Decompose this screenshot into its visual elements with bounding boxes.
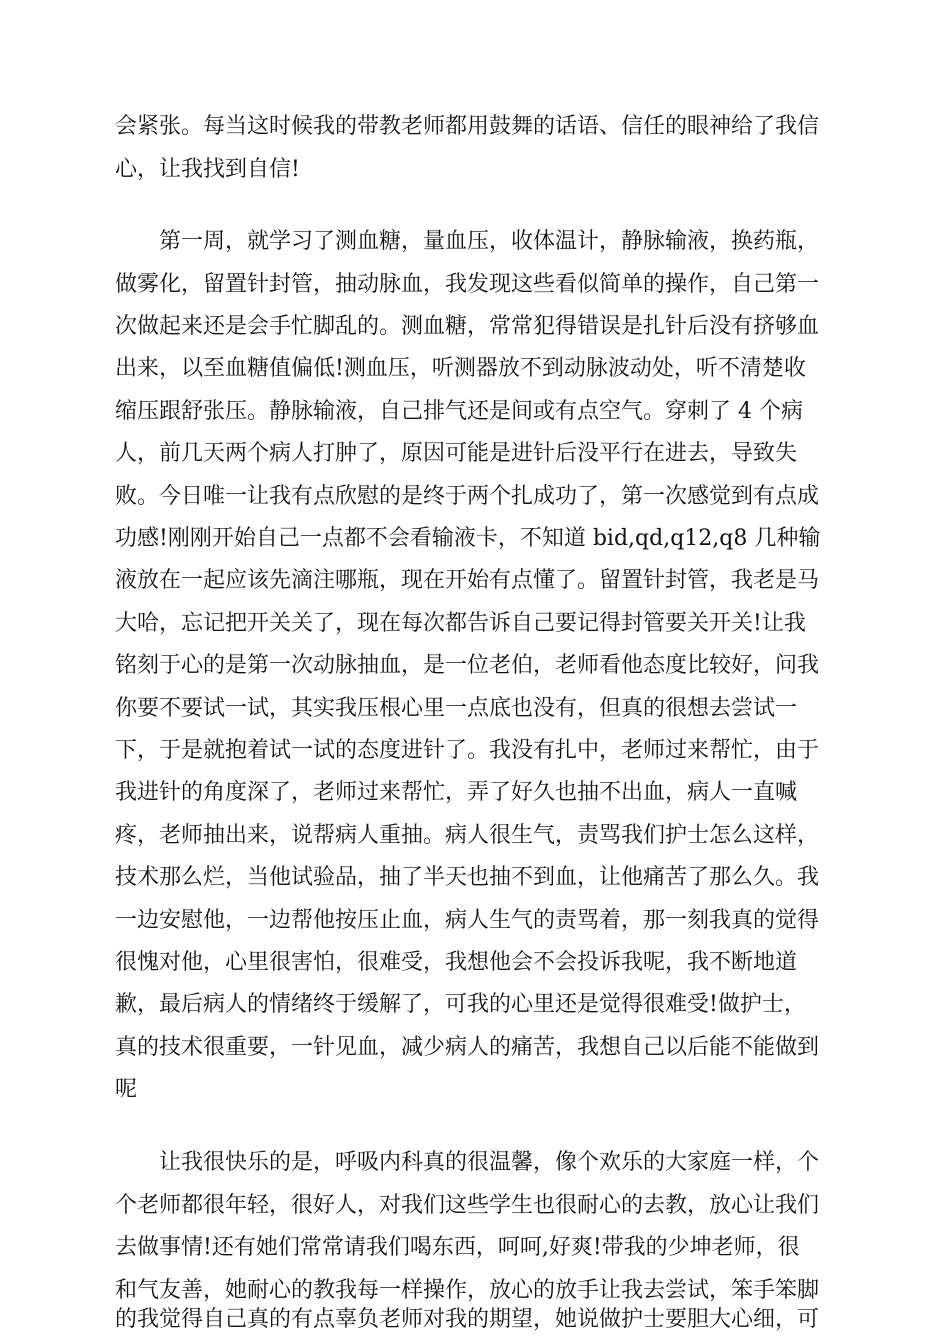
text-line: 下，于是就抱着试一试的态度进针了。我没有扎中，老师过来帮忙，由于: [115, 738, 820, 763]
text-line: 你要不要试一试，其实我压根心里一点底也没有，但真的很想去尝试一: [115, 696, 798, 721]
text-line: 铭刻于心的是第一次动脉抽血，是一位老伯，老师看他态度比较好，问我: [115, 653, 820, 678]
text-line: 歉，最后病人的情绪终于缓解了，可我的心里还是觉得很难受!做护士，: [115, 992, 806, 1017]
text-line: 让我很快乐的是，呼吸内科真的很温馨，像个欢乐的大家庭一样，个: [159, 1150, 820, 1175]
text-line: 人，前几天两个病人打肿了，原因可能是进针后没平行在进去，导致失: [115, 441, 798, 466]
text-line: 败。今日唯一让我有点欣慰的是终于两个扎成功了，第一次感觉到有点成: [115, 484, 820, 509]
text-line: 液放在一起应该先滴注哪瓶，现在开始有点懂了。留置针封管，我老是马: [115, 568, 820, 593]
text-line: 去做事情!还有她们常常请我们喝东西，呵呵,好爽!带我的少坤老师，很: [115, 1235, 800, 1260]
text-line: 我进针的角度深了，老师过来帮忙，弄了好久也抽不出血，病人一直喊: [115, 780, 798, 805]
text-line: 心，让我找到自信!: [115, 157, 300, 182]
text-line: 的我觉得自己真的有点辜负老师对我的期望，她说做护士要胆大心细，可: [115, 1307, 820, 1332]
text-line: 功感!刚刚开始自己一点都不会看输液卡，不知道 bid,qd,q12,q8 几种输: [115, 526, 821, 551]
text-line: 出来，以至血糖值偏低!测血压，听测器放不到动脉波动处，听不清楚收: [115, 356, 806, 381]
text-line: 很愧对他，心里很害怕，很难受，我想他会不会投诉我呢，我不断地道: [115, 950, 798, 975]
text-line: 第一周，就学习了测血糖，量血压，收体温计，静脉输液，换药瓶，: [159, 229, 820, 254]
text-line: 一边安慰他，一边帮他按压止血，病人生气的责骂着，那一刻我真的觉得: [115, 908, 820, 933]
text-line: 呢: [115, 1077, 138, 1102]
text-line: 真的技术很重要，一针见血，减少病人的痛苦，我想自己以后能不能做到: [115, 1035, 820, 1060]
text-line: 疼，老师抽出来，说帮病人重抽。病人很生气，责骂我们护士怎么这样，: [115, 823, 820, 848]
text-line: 个老师都很年轻，很好人，对我们这些学生也很耐心的去教，放心让我们: [115, 1193, 820, 1218]
text-line: 技术那么烂，当他试验品，抽了半天也抽不到血，让他痛苦了那么久。我: [115, 865, 820, 890]
text-line: 和气友善，她耐心的教我每一样操作，放心的放手让我去尝试，笨手笨脚: [115, 1278, 820, 1303]
text-line: 做雾化，留置针封管，抽动脉血，我发现这些看似简单的操作，自己第一: [115, 272, 820, 297]
text-line: 会紧张。每当这时候我的带教老师都用鼓舞的话语、信任的眼神给了我信: [115, 114, 820, 139]
text-line: 次做起来还是会手忙脚乱的。测血糖，常常犯得错误是扎针后没有挤够血: [115, 314, 820, 339]
text-line: 大哈，忘记把开关关了，现在每次都告诉自己要记得封管要关开关!让我: [115, 611, 806, 636]
text-line: 缩压跟舒张压。静脉输液，自己排气还是间或有点空气。穿刺了 4 个病: [115, 399, 803, 424]
